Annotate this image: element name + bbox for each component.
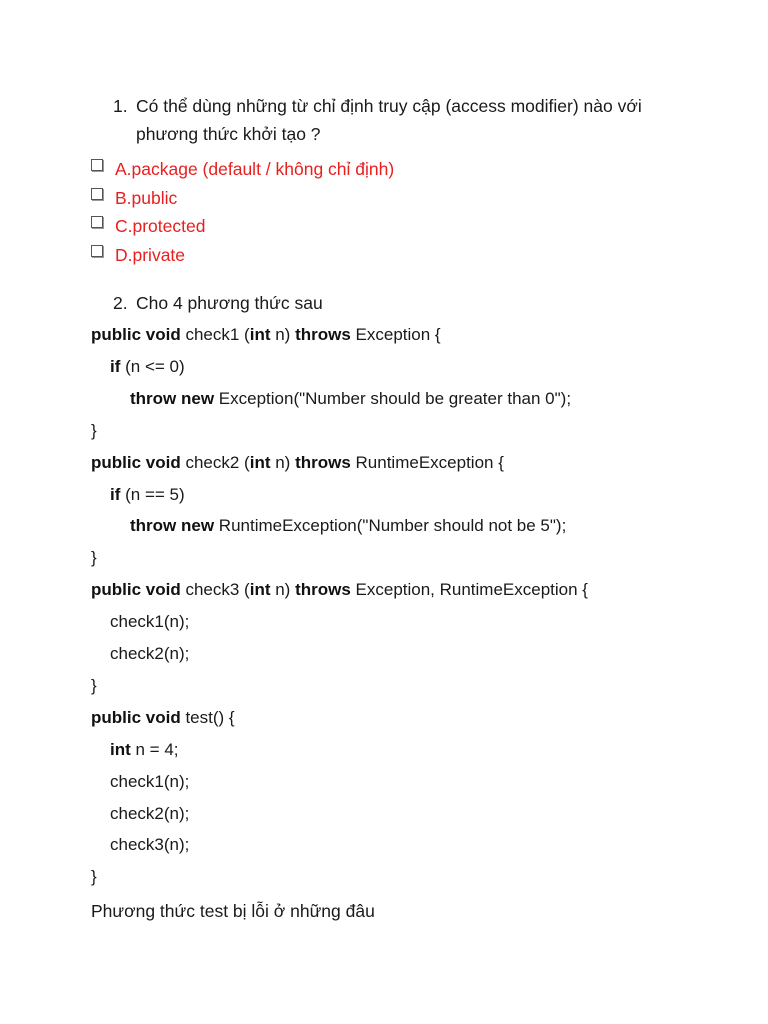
code-line (91, 577, 588, 603)
checkbox-icon[interactable] (91, 188, 103, 200)
code-text: n) (270, 325, 296, 344)
code-keyword: int (249, 580, 271, 600)
code-keyword: int (249, 325, 271, 344)
code-line (91, 705, 235, 731)
code-text: } (91, 548, 97, 568)
checkbox-icon[interactable] (91, 159, 103, 171)
code-text: RuntimeException("Number should not be 5"); (214, 516, 567, 536)
code-text: check1 ( (180, 325, 250, 344)
code-text: } (91, 867, 97, 887)
checkbox-icon[interactable] (91, 216, 103, 228)
code-text: } (91, 420, 97, 440)
checkbox-icon[interactable] (91, 245, 103, 257)
question-1-text: Có thể dùng những từ chỉ định truy cập (access modifier) nào với phương thức khởi tạo ? (136, 96, 642, 144)
code-text: (n == 5) (120, 484, 185, 504)
code-text: (n <= 0) (120, 356, 185, 376)
code-line (91, 322, 441, 348)
question-2-prompt: Phương thức test bị lỗi ở những đâu (91, 901, 375, 921)
code-line (91, 864, 97, 890)
code-text: check1(n); (110, 612, 190, 632)
code-keyword: public void (91, 452, 181, 472)
code-text: } (91, 675, 97, 695)
code-keyword: if (110, 484, 121, 504)
code-text: Exception { (350, 325, 441, 344)
code-line (110, 801, 189, 827)
code-keyword: int (249, 452, 271, 472)
code-line (110, 354, 185, 380)
code-text: test() { (180, 707, 235, 727)
question-2 (113, 289, 673, 317)
question-2-text: Cho 4 phương thức sau (136, 293, 323, 313)
code-line (110, 609, 189, 635)
code-text: check2 ( (180, 452, 250, 472)
code-line (91, 673, 97, 699)
code-keyword: throw new (130, 388, 215, 408)
code-keyword: throw new (130, 516, 215, 536)
question-2-number: 2. (113, 293, 128, 313)
code-keyword: int (110, 739, 131, 759)
code-text: check1(n); (110, 771, 190, 791)
question-1 (113, 92, 673, 148)
code-line (110, 832, 189, 858)
code-keyword: throws (295, 452, 351, 472)
code-text: n) (270, 580, 296, 600)
code-text: check3 ( (180, 580, 250, 600)
code-line (110, 482, 185, 508)
code-keyword: if (110, 356, 121, 376)
code-line (91, 450, 504, 476)
option-d-label: D.private (115, 245, 186, 265)
code-keyword: throws (295, 580, 351, 600)
code-keyword: public void (91, 707, 181, 727)
question-1-number: 1. (113, 96, 128, 116)
code-line (130, 386, 571, 412)
code-text: Exception, RuntimeException { (350, 580, 588, 600)
code-line (130, 513, 566, 539)
code-line (110, 769, 189, 795)
code-text: RuntimeException { (350, 452, 504, 472)
code-text: check3(n); (110, 835, 190, 855)
code-text: check2(n); (110, 803, 190, 823)
code-text: n = 4; (130, 739, 179, 759)
code-text: check2(n); (110, 644, 190, 663)
code-keyword: throws (295, 325, 351, 344)
code-line (91, 545, 97, 571)
code-keyword: public void (91, 580, 181, 600)
code-line (91, 418, 97, 444)
code-text: Exception("Number should be greater than 0"); (214, 388, 572, 408)
code-text: n) (270, 452, 296, 472)
option-b-label: B.public (115, 188, 178, 208)
option-c-label: C.protected (115, 216, 206, 236)
code-line (110, 737, 179, 763)
code-line (110, 641, 189, 667)
code-keyword: public void (91, 325, 181, 344)
option-a-label: A.package (default / không chỉ định) (115, 159, 395, 179)
